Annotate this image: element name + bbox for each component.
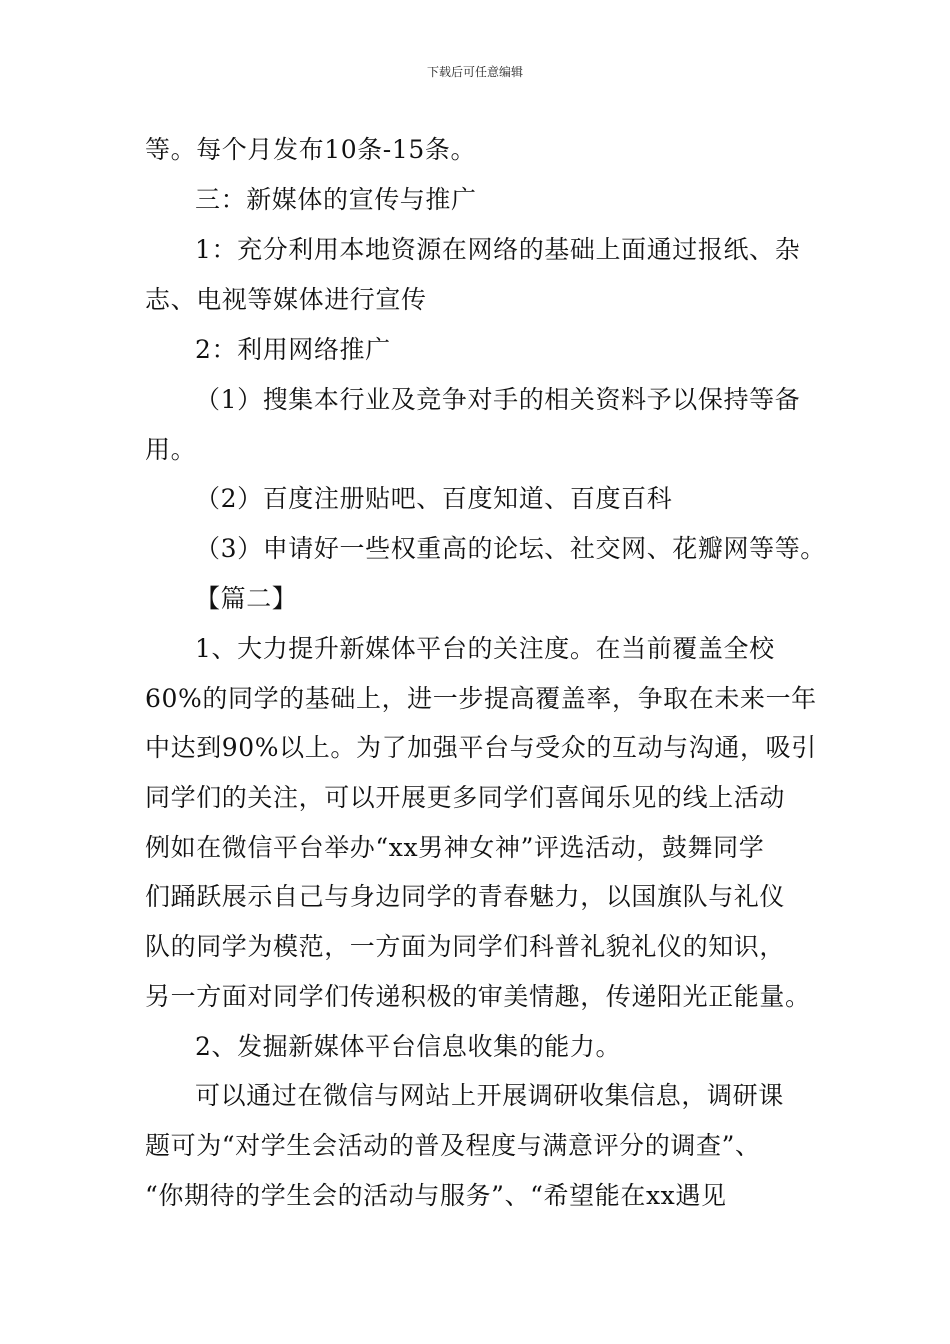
body-line: 中达到90%以上。为了加强平台与受众的互动与沟通，吸引 [145,733,817,762]
body-line: 用。 [145,435,197,464]
body-line: （2）百度注册贴吧、百度知道、百度百科 [195,484,673,513]
body-line: 同学们的关注，可以开展更多同学们喜闻乐见的线上活动 [145,783,786,812]
body-line: 2、发掘新媒体平台信息收集的能力。 [195,1032,622,1061]
body-line: （1）搜集本行业及竞争对手的相关资料予以保持等备 [195,385,801,414]
section-heading: 【篇二】 [195,584,298,613]
body-line: 1、大力提升新媒体平台的关注度。在当前覆盖全校 [195,634,775,663]
body-line: 例如在微信平台举办“xx男神女神”评选活动，鼓舞同学 [145,833,765,862]
body-line: 等。每个月发布10条-15条。 [145,135,477,164]
body-line: 们踊跃展示自己与身边同学的青春魅力，以国旗队与礼仪 [145,882,786,911]
body-line: 另一方面对同学们传递积极的审美情趣，传递阳光正能量。 [145,982,811,1011]
body-line: 队的同学为模范，一方面为同学们科普礼貌礼仪的知识， [145,932,786,961]
page-header: 下载后可任意编辑 [426,65,523,79]
body-line: 志、电视等媒体进行宣传 [145,285,427,314]
body-line: 2：利用网络推广 [195,335,391,364]
section-heading: 三：新媒体的宣传与推广 [195,185,477,214]
body-line: 题可为“对学生会活动的普及程度与满意评分的调查”、 [145,1131,761,1160]
body-line: “你期待的学生会的活动与服务”、“希望能在xx遇见 [145,1181,727,1210]
body-line: 60%的同学的基础上，进一步提高覆盖率，争取在未来一年 [145,684,817,713]
body-line: （3）申请好一些权重高的论坛、社交网、花瓣网等等。 [195,534,826,563]
body-line: 可以通过在微信与网站上开展调研收集信息，调研课 [195,1081,784,1110]
body-line: 1：充分利用本地资源在网络的基础上面通过报纸、杂 [195,235,801,264]
